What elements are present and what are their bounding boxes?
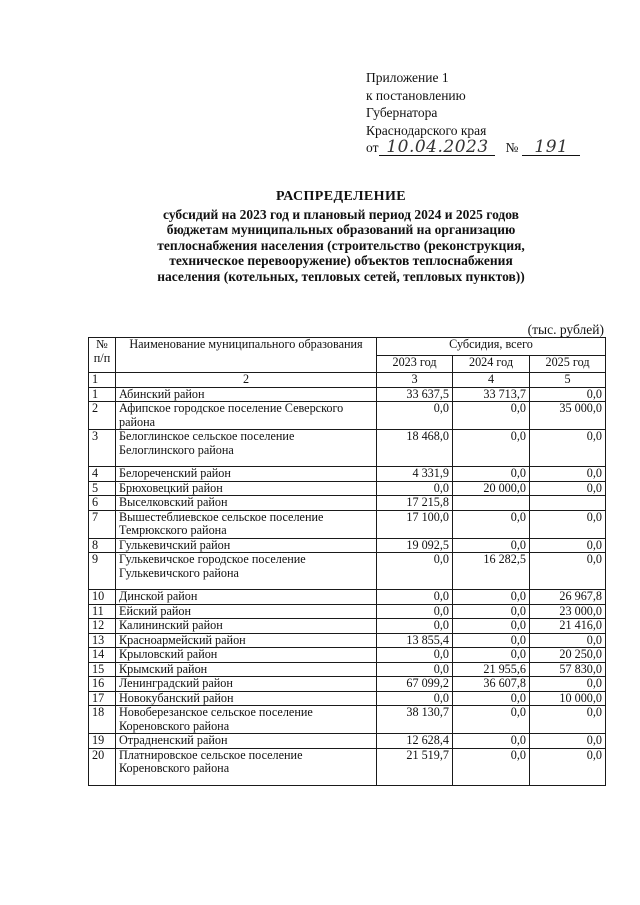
row-value-2023: 38 130,7	[377, 706, 453, 734]
row-value-2025: 21 416,0	[530, 619, 606, 634]
row-number: 18	[89, 706, 116, 734]
table-row	[89, 538, 606, 553]
table-row	[89, 633, 606, 648]
row-value-2025: 0,0	[530, 387, 606, 402]
row-number: 11	[89, 604, 116, 619]
row-value-2023: 21 519,7	[377, 748, 453, 785]
row-value-2023: 0,0	[377, 691, 453, 706]
row-value-2024: 33 713,7	[453, 387, 530, 402]
row-value-2024: 0,0	[453, 467, 530, 482]
row-name: Отрадненский район	[116, 734, 377, 749]
header-year-2023: 2023 год	[377, 355, 453, 373]
row-name: Ейский район	[116, 604, 377, 619]
row-value-2025: 0,0	[530, 467, 606, 482]
row-name: Брюховецкий район	[116, 481, 377, 496]
table-row	[89, 748, 606, 785]
row-value-2023: 0,0	[377, 648, 453, 663]
table-row	[89, 510, 606, 538]
row-value-2025: 0,0	[530, 734, 606, 749]
row-number: 12	[89, 619, 116, 634]
row-name: Вышестеблиевское сельское поселение Темрюкского района	[116, 510, 377, 538]
row-number: 6	[89, 496, 116, 511]
row-name: Крымский район	[116, 662, 377, 677]
handwritten-date: 10.04.2023	[379, 139, 495, 156]
table-row	[89, 467, 606, 482]
row-value-2025: 20 250,0	[530, 648, 606, 663]
header-name: Наименование муниципального образования	[116, 338, 377, 373]
row-value-2024: 0,0	[453, 430, 530, 467]
title-main: РАСПРЕДЕЛЕНИЕ	[276, 189, 406, 204]
row-value-2025: 0,0	[530, 748, 606, 785]
row-number: 15	[89, 662, 116, 677]
row-number: 13	[89, 633, 116, 648]
row-number: 17	[89, 691, 116, 706]
row-name: Динской район	[116, 590, 377, 605]
row-number: 16	[89, 677, 116, 692]
row-number: 2	[89, 402, 116, 430]
row-value-2024: 0,0	[453, 538, 530, 553]
column-number: 4	[453, 373, 530, 388]
row-value-2024: 0,0	[453, 619, 530, 634]
column-number-row	[89, 373, 606, 388]
row-value-2023: 67 099,2	[377, 677, 453, 692]
row-value-2025: 0,0	[530, 677, 606, 692]
table-row	[89, 387, 606, 402]
row-value-2024: 0,0	[453, 734, 530, 749]
row-name: Калининский район	[116, 619, 377, 634]
row-number: 4	[89, 467, 116, 482]
annex-line-1: Приложение 1	[366, 70, 449, 85]
row-value-2024: 0,0	[453, 510, 530, 538]
column-number: 2	[116, 373, 377, 388]
row-value-2025: 57 830,0	[530, 662, 606, 677]
row-name: Платнировское сельское поселение Кореновского района	[116, 748, 377, 785]
row-value-2024: 0,0	[453, 604, 530, 619]
table-row	[89, 619, 606, 634]
row-value-2023: 19 092,5	[377, 538, 453, 553]
row-value-2023: 4 331,9	[377, 467, 453, 482]
row-name: Белоглинское сельское поселение Белоглинского района	[116, 430, 377, 467]
row-value-2024	[453, 496, 530, 511]
title-line-5: населения (котельных, тепловых сетей, тепловых пунктов))	[157, 268, 525, 284]
header-year-2024: 2024 год	[453, 355, 530, 373]
table-row	[89, 553, 606, 590]
row-value-2024: 16 282,5	[453, 553, 530, 590]
row-value-2023: 0,0	[377, 590, 453, 605]
row-value-2024: 0,0	[453, 648, 530, 663]
table-row	[89, 402, 606, 430]
row-value-2023: 0,0	[377, 604, 453, 619]
row-name: Ленинградский район	[116, 677, 377, 692]
title-line-1: субсидий на 2023 год и плановый период 2024 и 2025 годов	[163, 206, 519, 222]
row-value-2023: 33 637,5	[377, 387, 453, 402]
row-number: 3	[89, 430, 116, 467]
number-sign: №	[505, 140, 519, 155]
from-label: от	[366, 140, 379, 155]
row-number: 8	[89, 538, 116, 553]
row-value-2025: 0,0	[530, 538, 606, 553]
row-number: 9	[89, 553, 116, 590]
row-name: Красноармейский район	[116, 633, 377, 648]
header-year-2025: 2025 год	[530, 355, 606, 373]
row-value-2024: 36 607,8	[453, 677, 530, 692]
row-name: Новокубанский район	[116, 691, 377, 706]
column-number: 1	[89, 373, 116, 388]
row-name: Афипское городское поселение Северского района	[116, 402, 377, 430]
row-value-2024: 0,0	[453, 748, 530, 785]
row-value-2025: 0,0	[530, 510, 606, 538]
header-number: № п/п	[89, 338, 116, 373]
row-value-2023: 12 628,4	[377, 734, 453, 749]
row-value-2025: 0,0	[530, 481, 606, 496]
column-number: 3	[377, 373, 453, 388]
column-number: 5	[530, 373, 606, 388]
table-row	[89, 648, 606, 663]
table-row	[89, 496, 606, 511]
row-value-2023: 0,0	[377, 662, 453, 677]
row-number: 19	[89, 734, 116, 749]
table-row	[89, 691, 606, 706]
row-value-2025: 23 000,0	[530, 604, 606, 619]
table-row	[89, 481, 606, 496]
row-value-2025: 0,0	[530, 633, 606, 648]
row-name: Абинский район	[116, 387, 377, 402]
table-row	[89, 706, 606, 734]
row-value-2025: 10 000,0	[530, 691, 606, 706]
row-name: Крыловский район	[116, 648, 377, 663]
handwritten-number: 191	[522, 139, 580, 156]
table-row	[89, 677, 606, 692]
table-row	[89, 430, 606, 467]
row-value-2023: 17 215,8	[377, 496, 453, 511]
row-number: 10	[89, 590, 116, 605]
annex-block	[366, 69, 580, 157]
table-row	[89, 590, 606, 605]
header-subsidy: Субсидия, всего	[377, 338, 606, 356]
row-number: 7	[89, 510, 116, 538]
row-name: Выселковский район	[116, 496, 377, 511]
row-value-2025: 0,0	[530, 706, 606, 734]
annex-line-3: Губернатора	[366, 105, 438, 120]
annex-line-2: к постановлению	[366, 87, 466, 103]
table-row	[89, 734, 606, 749]
row-value-2025: 0,0	[530, 553, 606, 590]
row-number: 20	[89, 748, 116, 785]
document-title	[118, 189, 564, 285]
row-value-2025: 0,0	[530, 430, 606, 467]
row-value-2024: 0,0	[453, 402, 530, 430]
title-line-2: бюджетам муниципальных образований на организацию	[166, 222, 516, 238]
row-value-2024: 0,0	[453, 691, 530, 706]
row-value-2025: 26 967,8	[530, 590, 606, 605]
row-value-2024: 0,0	[453, 590, 530, 605]
annex-date-number-line	[366, 139, 580, 157]
row-name: Гулькевичский район	[116, 538, 377, 553]
table-row	[89, 604, 606, 619]
row-value-2023: 0,0	[377, 402, 453, 430]
row-value-2023: 13 855,4	[377, 633, 453, 648]
row-value-2023: 18 468,0	[377, 430, 453, 467]
units-label: (тыс. рублей)	[527, 322, 604, 337]
title-line-3: теплоснабжения населения (строительство (реконструкция,	[157, 237, 525, 253]
row-value-2024: 21 955,6	[453, 662, 530, 677]
row-name: Гулькевичское городское поселение Гулькевичского района	[116, 553, 377, 590]
row-value-2025: 35 000,0	[530, 402, 606, 430]
row-value-2024: 20 000,0	[453, 481, 530, 496]
row-name: Новоберезанское сельское поселение Кореновского района	[116, 706, 377, 734]
title-line-4: техническое перевооружение) объектов теплоснабжения	[169, 253, 513, 269]
row-value-2025	[530, 496, 606, 511]
subsidy-table	[88, 337, 606, 786]
row-value-2023: 0,0	[377, 553, 453, 590]
row-number: 1	[89, 387, 116, 402]
table-row	[89, 662, 606, 677]
row-value-2024: 0,0	[453, 633, 530, 648]
row-value-2023: 0,0	[377, 481, 453, 496]
row-number: 14	[89, 648, 116, 663]
row-value-2023: 17 100,0	[377, 510, 453, 538]
row-number: 5	[89, 481, 116, 496]
row-value-2024: 0,0	[453, 706, 530, 734]
annex-line-4: Краснодарского края	[366, 122, 487, 138]
row-value-2023: 0,0	[377, 619, 453, 634]
row-name: Белореченский район	[116, 467, 377, 482]
